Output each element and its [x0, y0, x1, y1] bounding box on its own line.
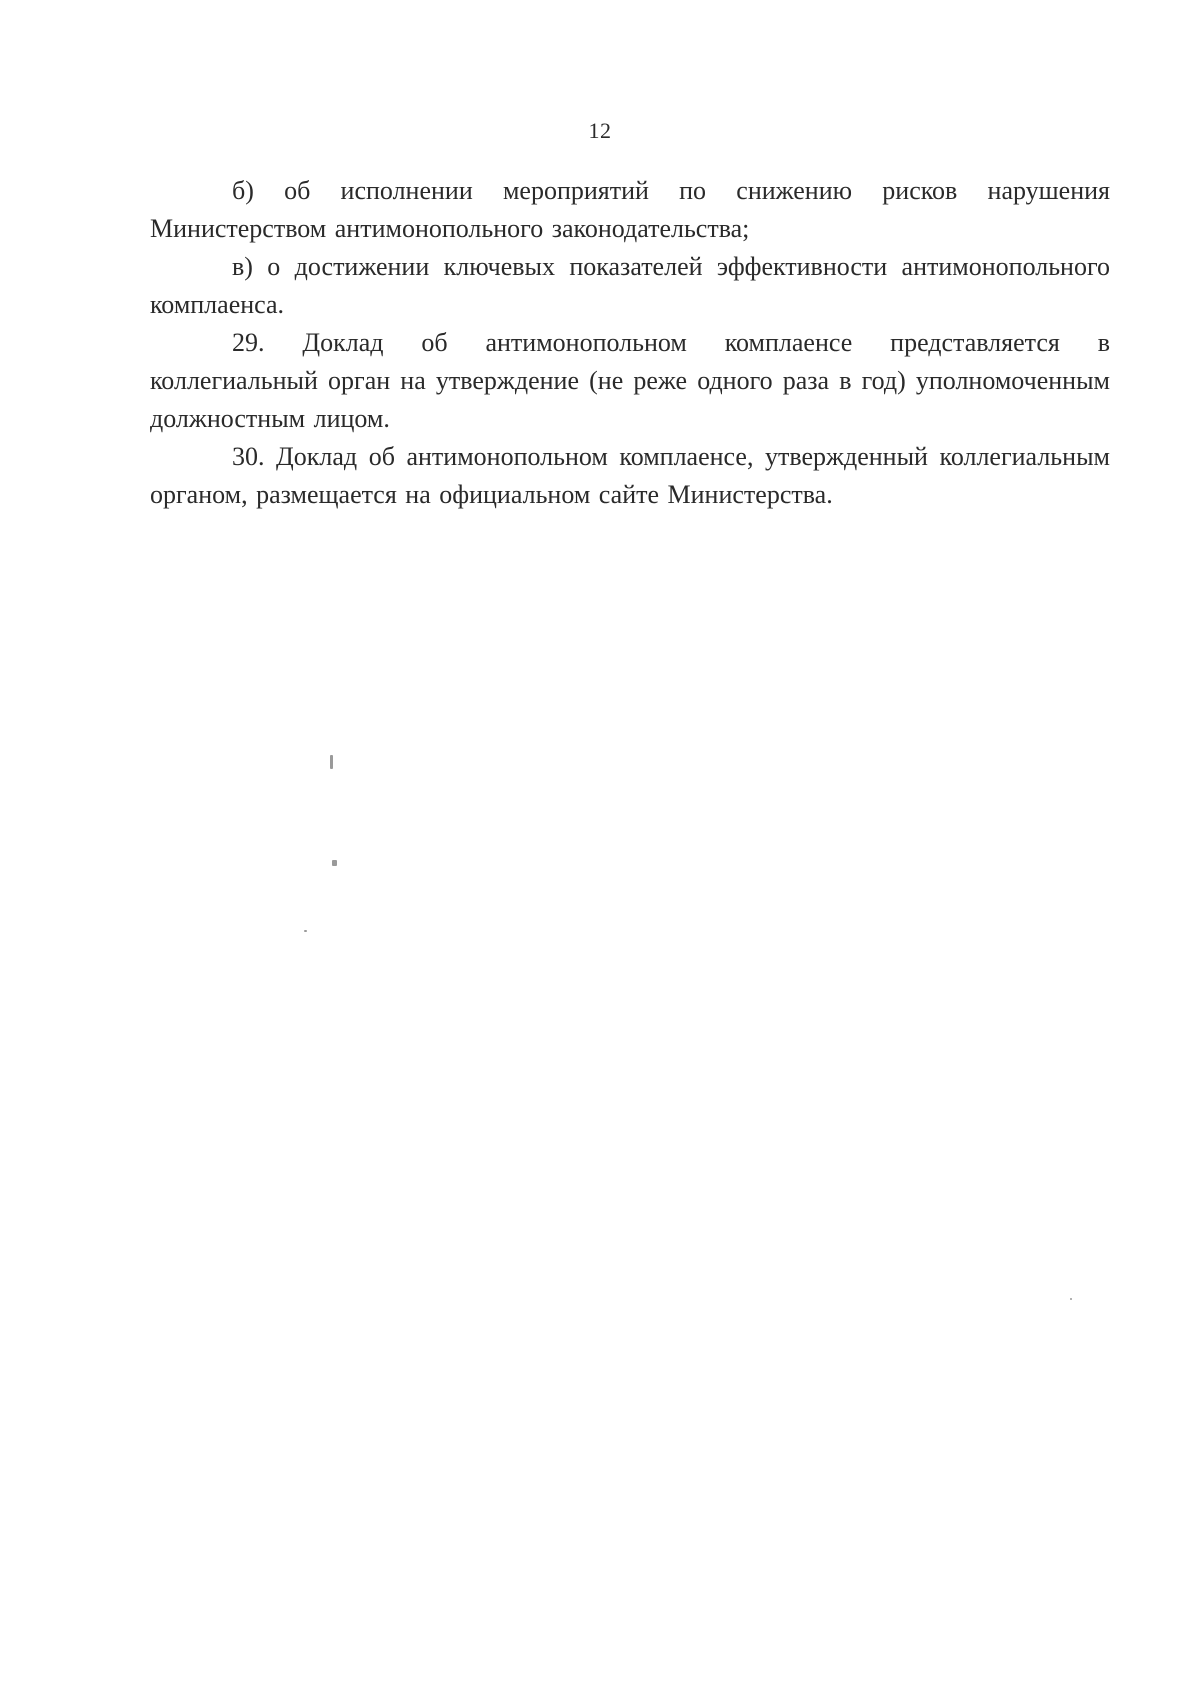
paragraph-item-v: в) о достижении ключевых показателей эффективности антимонопольного комплаенса. [150, 252, 1110, 319]
scan-artifact [330, 755, 333, 769]
paragraph-item-b: б) об исполнении мероприятий по снижению рисков нарушения Министерством антимонопольного законодательства; [150, 176, 1110, 243]
document-body [150, 172, 1110, 514]
scan-artifact [332, 860, 337, 866]
page-number: 12 [588, 118, 612, 143]
scan-artifact [304, 930, 307, 932]
paragraph-29: 29. Доклад об антимонопольном комплаенсе представляется в коллегиальный орган на утверждение (не реже одного раза в год) уполномоченным должностным лицом. [150, 328, 1110, 433]
scan-artifact [1070, 1298, 1072, 1300]
paragraph-30: 30. Доклад об антимонопольном комплаенсе, утвержденный коллегиальным органом, размещается на официальном сайте Министерства. [150, 442, 1110, 509]
